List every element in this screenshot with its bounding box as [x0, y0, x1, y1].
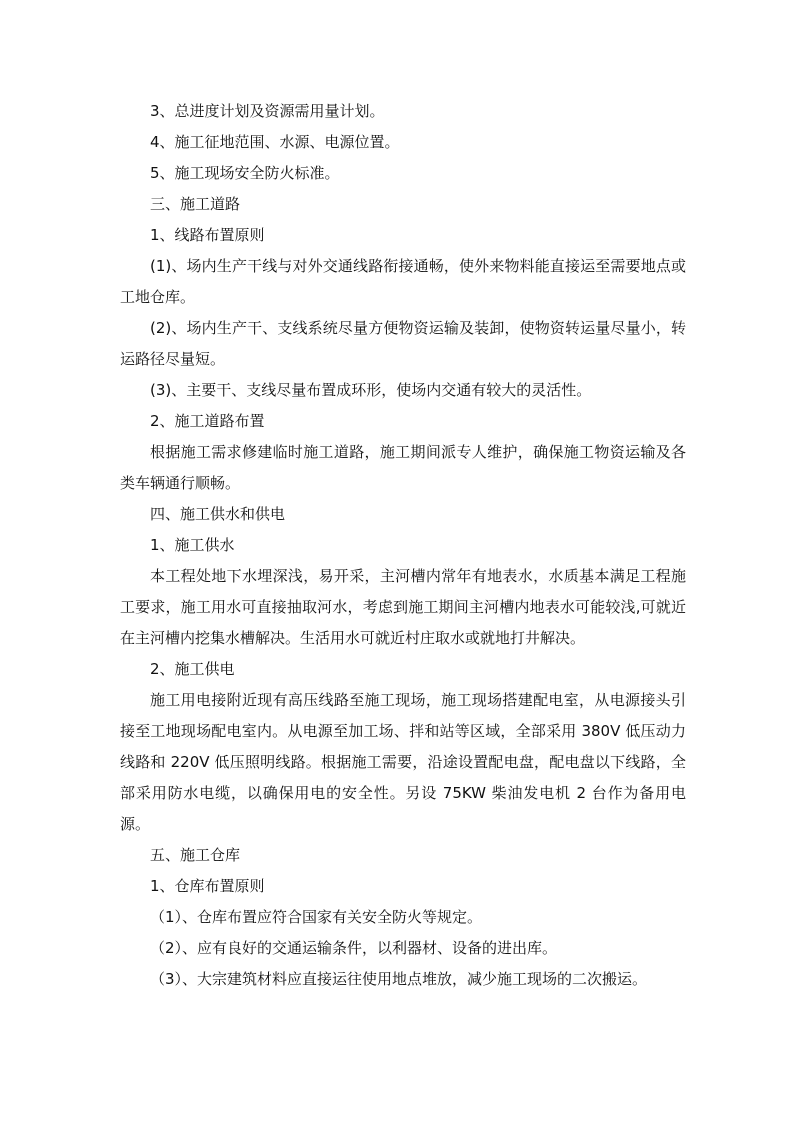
subheading-route-principles: 1、线路布置原则: [150, 226, 265, 244]
list-item-progress-plan: 3、总进度计划及资源需用量计划。: [150, 102, 385, 120]
subheading-warehouse-principles: 1、仓库布置原则: [150, 877, 265, 895]
paragraph-warehouse-principle-2: （2）、应有良好的交通运输条件，以利器材、设备的进出库。: [150, 939, 558, 957]
paragraph-route-principle-1: (1)、场内生产干线与对外交通线路衔接通畅，使外来物料能直接运至需要地点或工地仓库。: [120, 257, 686, 306]
document-body: [120, 96, 686, 995]
subheading-power-supply: 2、施工供电: [150, 660, 235, 678]
paragraph-route-principle-2: (2)、场内生产干、支线系统尽量方便物资运输及装卸，使物资转运量尽量小，转运路径尽量短。: [120, 319, 686, 368]
section-heading-roads: 三、施工道路: [150, 195, 241, 213]
subheading-road-layout: 2、施工道路布置: [150, 412, 265, 430]
paragraph-warehouse-principle-3: （3）、大宗建筑材料应直接运往使用地点堆放，减少施工现场的二次搬运。: [150, 970, 648, 988]
paragraph-water-supply: 本工程处地下水埋深浅，易开采，主河槽内常年有地表水，水质基本满足工程施工要求，施工用水可直接抽取河水，考虑到施工期间主河槽内地表水可能较浅,可就近在主河槽内挖集水槽解决。生活用水可就近村庄取水或就地打井解决。: [120, 567, 686, 647]
paragraph-power-supply: 施工用电接附近现有高压线路至施工现场，施工现场搭建配电室，从电源接头引接至工地现场配电室内。从电源至加工场、拌和站等区域，全部采用 380V 低压动力线路和 220V 低压照明线路。根据施工需要，沿途设置配电盘，配电盘以下线路，全部采用防水电缆，以确保用电的安全性。另设 75KW 柴油发电机 2 台作为备用电源。: [120, 691, 686, 833]
list-item-land-water-power: 4、施工征地范围、水源、电源位置。: [150, 133, 400, 151]
paragraph-road-layout: 根据施工需求修建临时施工道路，施工期间派专人维护，确保施工物资运输及各类车辆通行顺畅。: [120, 443, 686, 492]
section-heading-water-power: 四、施工供水和供电: [150, 505, 286, 523]
subheading-water-supply: 1、施工供水: [150, 536, 235, 554]
list-item-fire-safety: 5、施工现场安全防火标准。: [150, 164, 340, 182]
paragraph-route-principle-3: (3)、主要干、支线尽量布置成环形，使场内交通有较大的灵活性。: [150, 381, 592, 399]
paragraph-warehouse-principle-1: （1）、仓库布置应符合国家有关安全防火等规定。: [150, 908, 483, 926]
section-heading-warehouse: 五、施工仓库: [150, 846, 241, 864]
